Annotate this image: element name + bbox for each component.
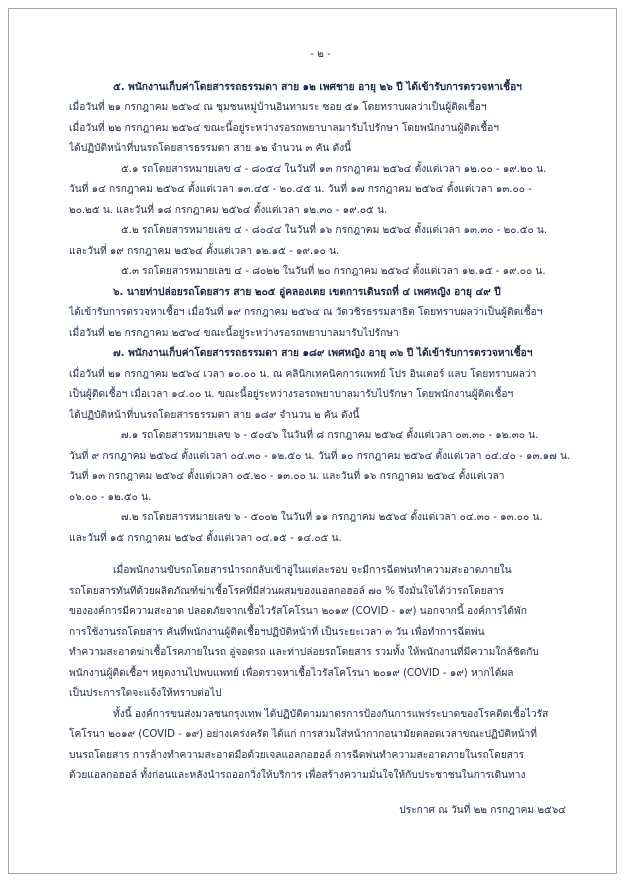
- text-line: ๕.๓ รถโดยสารหมายเลข ๔ - ๘๐๒๒ ในวันที่ ๒๐ กรกฎาคม ๒๕๖๔ ตั้งแต่เวลา ๑๒.๑๕ - ๑๙.๐๐ น.: [121, 266, 546, 277]
- section-1: [69, 78, 572, 283]
- text-line: เมื่อวันที่ ๒๑ กรกฎาคม ๒๕๖๔ ณ ชุมชนหมู่บ้านอินทามระ ซอย ๕๑ โดยทราบผลว่าเป็นผู้ติดเชื้อฯ: [69, 102, 487, 113]
- text-line: เมื่อวันที่ ๒๒ กรกฎาคม ๒๕๖๔ ขณะนี้อยู่ระหว่างรอรถพยาบาลมารับไปรักษา โดยพนักงานผู้ติดเชื้อฯ: [69, 122, 499, 134]
- text-line: ๕.๑ รถโดยสารหมายเลข ๔ - ๘๐๕๔ ในวันที่ ๑๓ กรกฎาคม ๒๕๖๔ ตั้งแต่เวลา ๑๒.๐๐ - ๑๙.๒๐ น.: [121, 163, 547, 175]
- text-line: ทำความสะอาดฆ่าเชื้อโรคภายในรถ อู่จอดรถ และท่าปล่อยรถโดยสาร รวมทั้ง ให้พนักงานที่มีความใกล้ชิดกับ: [69, 647, 539, 658]
- section-2: [69, 283, 572, 345]
- text-line: ได้ปฏิบัติหน้าที่บนรถโดยสารธรรมดา สาย ๑๘๙ จำนวน ๒ คัน ดังนี้: [69, 409, 360, 421]
- text-line: วันที่ ๙ กรกฎาคม ๒๕๖๔ ตั้งแต่เวลา ๐๔.๓๐ - ๑๒.๕๐ น. วันที่ ๑๐ กรกฎาคม ๒๕๖๔ ตั้งแต่เวลา ๐๔.๔๐ - ๑๓.๑๗ น.: [69, 450, 571, 462]
- text-line: ขององค์การมีความสะอาด ปลอดภัยจากเชื้อไวรัสโคโรนา ๒๐๑๙ (COVID - ๑๙) นอกจากนี้ องค์การได้พัก: [69, 606, 527, 617]
- text-line: การใช้งานรถโดยสาร คันที่พนักงานผู้ติดเชื้อฯปฏิบัติหน้าที่ เป็นระยะเวลา ๓ วัน เพื่อทำการฉีดพ่น: [69, 626, 485, 638]
- text-line: วันที่ ๑๔ กรกฎาคม ๒๕๖๔ ตั้งแต่เวลา ๑๓.๔๕ - ๒๐.๔๕ น. วันที่ ๑๗ กรกฎาคม ๒๕๖๔ ตั้งแต่เวลา ๑๓.๐๐ -: [69, 184, 532, 195]
- text-line: ๖. นายท่าปล่อยรถโดยสาร สาย ๒๐๕ อู่คลองเตย เขตการเดินรถที่ ๔ เพศหญิง อายุ ๔๙ ปี: [113, 286, 501, 298]
- text-line: ๐๖.๐๐ - ๑๒.๕๐ น.: [69, 491, 152, 503]
- text-line: เป็นประการใดจะแจ้งให้ทราบต่อไป: [69, 688, 222, 699]
- text-line: เมื่อวันที่ ๒๒ กรกฎาคม ๒๕๖๔ ขณะนี้อยู่ระหว่างรอรถพยาบาลมารับไปรักษา: [69, 327, 399, 339]
- text-line: รถโดยสารทันทีด้วยผลิตภัณฑ์ฆ่าเชื้อโรคที่มีส่วนผสมของแอลกอฮอล์ ๗๐ % จึงมั่นใจได้ว่ารถโดยสาร: [69, 585, 505, 597]
- section-3: [69, 344, 572, 549]
- text-line: ทั้งนี้ องค์การขนส่งมวลชนกรุงเทพ ได้ปฏิบัติตามมาตรการป้องกันการแพร่ระบาดของโรคติดเชื้อไวรัส: [113, 708, 549, 720]
- text-line: ๗. พนักงานเก็บค่าโดยสารรถธรรมดา สาย ๑๘๙ เพศหญิง อายุ ๓๖ ปี ได้เข้ารับการตรวจหาเชื้อฯ: [113, 348, 533, 359]
- section-5: [69, 705, 572, 787]
- paragraph-gap: [69, 549, 572, 561]
- text-line: และวันที่ ๑๙ กรกฎาคม ๒๕๖๔ ตั้งแต่เวลา ๑๒.๑๕ - ๑๙.๑๐ น.: [69, 245, 340, 257]
- announcement-date: ประกาศ ณ วันที่ ๒๒ กรกฎาคม ๒๕๖๔: [399, 804, 566, 816]
- text-line: เป็นผู้ติดเชื้อฯ เมื่อเวลา ๑๔.๐๐ น. ขณะนี้อยู่ระหว่างรอรถพยาบาลมารับไปรักษา โดยพนักงานผู้ติดเชื้อฯ: [69, 389, 514, 400]
- text-line: เมื่อพนักงานขับรถโดยสารนำรถกลับเข้าอู่ในแต่ละรอบ จะมีการฉีดพ่นทำความสะอาดภายใน: [113, 565, 512, 576]
- text-line: ๗.๒ รถโดยสารหมายเลข ๖ - ๕๐๐๒ ในวันที่ ๑๑ กรกฎาคม ๒๕๖๔ ตั้งแต่เวลา ๐๔.๓๐ - ๑๓.๐๐ น.: [121, 512, 543, 523]
- text-line: ๕.๒ รถโดยสารหมายเลข ๔ - ๘๐๔๔ ในวันที่ ๑๖ กรกฎาคม ๒๕๖๔ ตั้งแต่เวลา ๑๓.๓๐ - ๒๐.๕๐ น.: [121, 225, 548, 236]
- text-line: เมื่อวันที่ ๒๑ กรกฎาคม ๒๕๖๔ เวลา ๑๐.๐๐ น. ณ คลินิกเทคนิคการแพทย์ โปร อินเตอร์ แลบ โดยทราบผลว่า: [69, 368, 537, 380]
- text-line: ได้ปฏิบัติหน้าที่บนรถโดยสารธรรมดา สาย ๑๒ จำนวน ๓ คัน ดังนี้: [69, 143, 352, 154]
- text-line: ด้วยแอลกอฮอล์ ทั้งก่อนและหลังนำรถออกวิ่งให้บริการ เพื่อสร้างความมั่นใจให้กับประชาชนในการเดินทาง: [69, 770, 526, 781]
- text-line: พนักงานผู้ติดเชื้อฯ หยุดงานไปพบแพทย์ เพื่อตรวจหาเชื้อไวรัสโคโรนา ๒๐๑๙ (COVID - ๑๙) หากได้ผล: [69, 667, 514, 679]
- section-4: [69, 561, 572, 705]
- document-body: [69, 45, 572, 821]
- text-line: วันที่ ๑๓ กรกฎาคม ๒๕๖๔ ตั้งแต่เวลา ๐๕.๒๐ - ๑๓.๐๐ น. และวันที่ ๑๖ กรกฎาคม ๒๕๖๔ ตั้งแต่เวลา: [69, 471, 505, 482]
- text-line: โคโรนา ๒๐๑๙ (COVID - ๑๙) อย่างเคร่งครัด ได้แก่ การสวมใส่หน้ากากอนามัยตลอดเวลาขณะปฏิบัติหน้าที่: [69, 729, 537, 740]
- text-line: ได้เข้ารับการตรวจหาเชื้อฯ เมื่อวันที่ ๑๙ กรกฎาคม ๒๕๖๔ ณ วัดวชิรธรรมสาธิต โดยทราบผลว่าเป็นผู้ติดเชื้อฯ: [69, 307, 543, 318]
- document-page: [8, 8, 617, 874]
- text-line: ๗.๑ รถโดยสารหมายเลข ๖ - ๕๐๔๖ ในวันที่ ๘ กรกฎาคม ๒๕๖๔ ตั้งแต่เวลา ๐๓.๓๐ - ๑๒.๓๐ น.: [121, 430, 539, 441]
- text-line: ๕. พนักงานเก็บค่าโดยสารรถธรรมดา สาย ๑๒ เพศชาย อายุ ๒๖ ปี ได้เข้ารับการตรวจหาเชื้อฯ: [113, 81, 522, 93]
- text-line: ๒๐.๒๕ น. และวันที่ ๑๘ กรกฎาคม ๒๕๖๔ ตั้งแต่เวลา ๑๒.๓๐ - ๑๙.๐๕ น.: [69, 204, 388, 216]
- document-sections: [69, 78, 572, 787]
- page-number: - ๒ -: [310, 49, 331, 60]
- text-line: บนรถโดยสาร การล้างทำความสะอาดมือด้วยเจลแอลกอฮอล์ การฉีดพ่นทำความสะอาดภายในรถโดยสาร: [69, 749, 525, 761]
- text-line: และวันที่ ๑๕ กรกฎาคม ๒๕๖๔ ตั้งแต่เวลา ๐๔.๑๕ - ๑๔.๐๕ น.: [69, 532, 342, 544]
